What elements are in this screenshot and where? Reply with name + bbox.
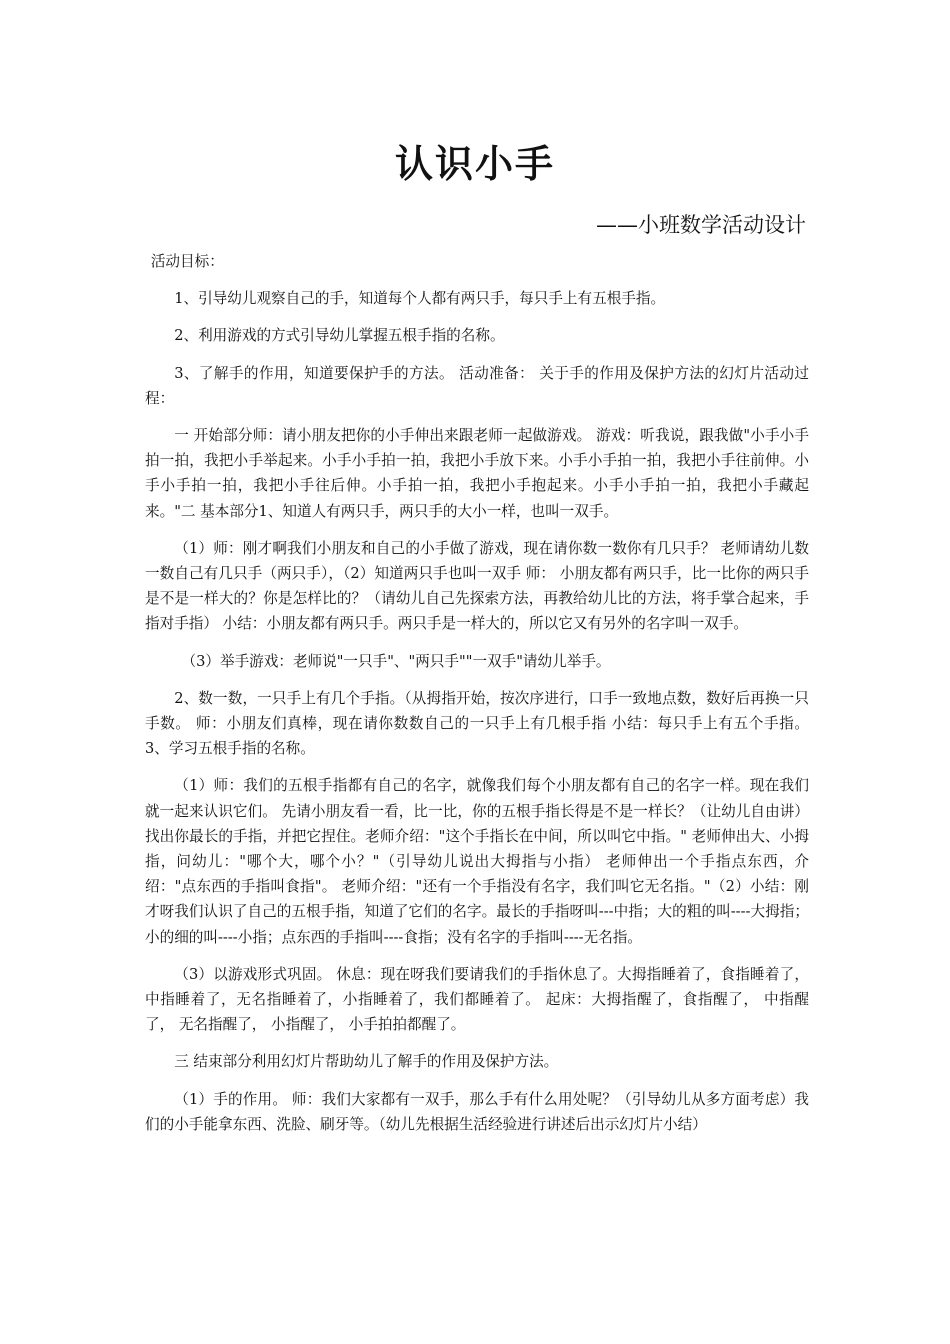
paragraph: 一 开始部分师：请小朋友把你的小手伸出来跟老师一起做游戏。 游戏：听我说，跟我做"小手小手拍一拍，我把小手举起来。小手小手拍一拍，我把小手放下来。小手小手拍一拍，我把小手往前伸。小手小手拍一拍，我把小手往后伸。小手拍一拍，我把小手抱起来。小手小手拍一拍，我把小手藏起来。"二 基本部分1、知道人有两只手，两只手的大小一样，也叫一双手。 [145,427,809,520]
document-body [145,249,809,1149]
paragraph: （1）手的作用。 师：我们大家都有一双手，那么手有什么用处呢？（引导幼儿从多方面考虑）我们的小手能拿东西、洗脸、刷牙等。（幼儿先根据生活经验进行讲述后出示幻灯片小结） [145,1090,809,1133]
paragraph: 2、数一数，一只手上有几个手指。（从拇指开始，按次序进行，口手一致地点数，数好后再换一只手数。 师：小朋友们真棒，现在请你数数自己的一只手上有几根手指 小结：每只手上有五个手指。 3、学习五根手指的名称。 [145,689,809,758]
document-subtitle: ——小班数学活动设计 [596,213,806,237]
paragraph: （3）以游戏形式巩固。 休息：现在呀我们要请我们的手指休息了。大拇指睡着了，食指睡着了，中指睡着了，无名指睡着了，小指睡着了，我们都睡着了。 起床：大拇指醒了，食指醒了， 中指醒了， 无名指醒了， 小指醒了， 小手拍拍都醒了。 [145,965,809,1034]
section-label-goals: 活动目标： [150,253,224,270]
paragraph: （1）师：刚才啊我们小朋友和自己的小手做了游戏，现在请你数一数你有几只手？ 老师请幼儿数一数自己有几只手（两只手），（2）知道两只手也叫一双手 师： 小朋友都有两只手，比一比你的两只手是不是一样大的？你是怎样比的？（请幼儿自己先探索方法，再教给幼儿比的方法，将手掌合起来，手指对手指） 小结：小朋友都有两只手。两只手是一样大的，所以它又有另外的名字叫一双手。 [145,539,809,633]
paragraph: 三 结束部分利用幻灯片帮助幼儿了解手的作用及保护方法。 [174,1053,559,1071]
paragraph: 2、利用游戏的方式引导幼儿掌握五根手指的名称。 [174,327,505,345]
document-title: 认识小手 [394,142,555,186]
paragraph: （1）师：我们的五根手指都有自己的名字，就像我们每个小朋友都有自己的名字一样。现在我们就一起来认识它们。 先请小朋友看一看，比一比，你的五根手指长得是不是一样长？（让幼儿自由讲） 找出你最长的手指，并把它捏住。老师介绍："这个手指长在中间，所以叫它中指。" 老师伸出大、小拇指，问幼儿："哪个大，哪个小？"（引导幼儿说出大拇指与小指） 老师伸出一个手指点东西，介绍："点东西的手指叫食指"。 老师介绍："还有一个手指没有名字，我们叫它无名指。"（2）小结：刚才呀我们认识了自己的五根手指，知道了它们的名字。最长的手指呀叫---中指；大的粗的叫----大拇指；小的细的叫----小指；点东西的手指叫----食指；没有名字的手指叫----无名指。 [145,777,809,946]
paragraph: 1、引导幼儿观察自己的手，知道每个人都有两只手，每只手上有五根手指。 [174,290,666,308]
paragraph: 3、了解手的作用，知道要保护手的方法。 活动准备： 关于手的作用及保护方法的幻灯片活动过程： [145,364,809,407]
paragraph: （3）举手游戏：老师说"一只手"、"两只手""一双手"请幼儿举手。 [181,652,611,670]
